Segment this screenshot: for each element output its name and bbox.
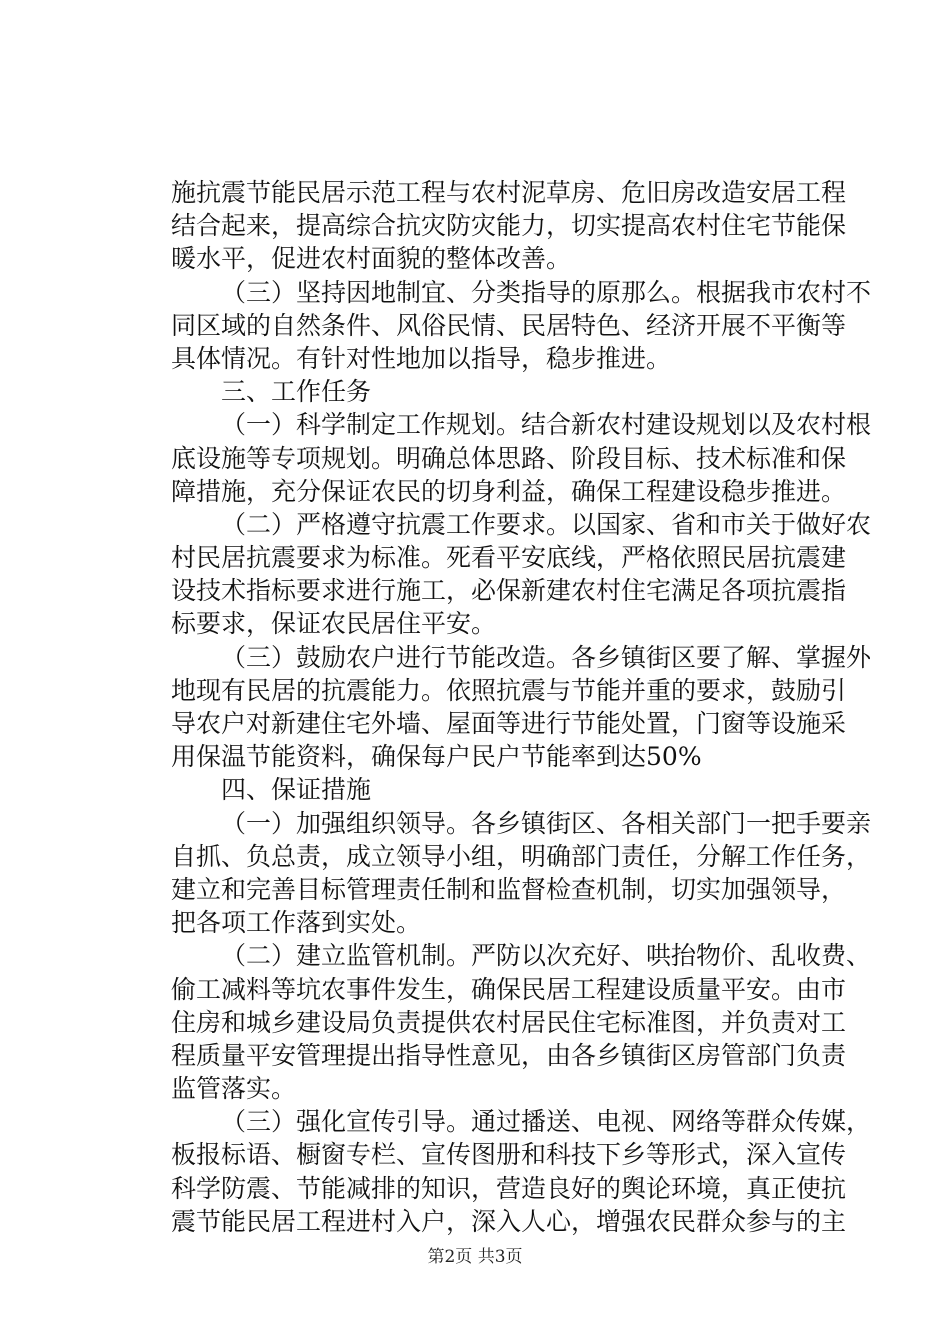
text-line: 底设施等专项规划。明确总体思路、阶段目标、技术标准和保 [171,443,847,473]
text-line: 施抗震节能民居示范工程与农村泥草房、危旧房改造安居工程 [171,178,847,207]
text-line: 震节能民居工程进村入户，深入人心，增强农民群众参与的主 [171,1206,847,1236]
text-line: （三）坚持因地制宜、分类指导的原那么。根据我市农村不 [221,277,872,307]
text-line: 自抓、负总责，成立领导小组，明确部门责任，分解工作任务， [171,841,872,871]
text-line: 偷工减料等坑农事件发生，确保民居工程建设质量平安。由市 [171,974,847,1004]
text-line: 标要求，保证农民居住平安。 [171,609,497,639]
text-line: 住房和城乡建设局负责提供农村居民住宅标准图，并负责对工 [171,1007,847,1037]
text-line: 四、保证措施 [221,775,372,805]
text-line: （三）鼓励农户进行节能改造。各乡镇街区要了解、掌握外 [221,642,872,672]
text-line: 科学防震、节能减排的知识，营造良好的舆论环境，真正使抗 [171,1173,847,1203]
document-body [171,176,872,1238]
text-line: （二）严格遵守抗震工作要求。以国家、省和市关于做好农 [221,509,872,539]
text-line: 导农户对新建住宅外墙、屋面等进行节能处置，门窗等设施采 [171,709,847,738]
page-number: 第2页 共3页 [427,1247,523,1267]
text-line: 障措施，充分保证农民的切身利益，确保工程建设稳步推进。 [171,476,847,506]
text-line: 板报标语、橱窗专栏、宣传图册和科技下乡等形式，深入宣传 [171,1140,847,1170]
text-line: 三、工作任务 [221,377,372,407]
text-line: （一）加强组织领导。各乡镇街区、各相关部门一把手要亲 [221,808,872,838]
text-line: 村民居抗震要求为标准。死看平安底线，严格依照民居抗震建 [171,543,847,573]
text-line: 设技术指标要求进行施工，必保新建农村住宅满足各项抗震指 [171,576,847,606]
text-line: 具体情况。有针对性地加以指导，稳步推进。 [171,343,672,373]
text-line: 地现有民居的抗震能力。依照抗震与节能并重的要求，鼓励引 [171,675,847,705]
text-line: 建立和完善目标管理责任制和监督检查机制，切实加强领导， [171,874,847,904]
text-line: 暖水平，促进农村面貌的整体改善。 [171,244,572,274]
text-line: （三）强化宣传引导。通过播送、电视、网络等群众传媒， [221,1107,872,1137]
text-line: 同区域的自然条件、风俗民情、民居特色、经济开展不平衡等 [171,310,847,340]
text-line: （二）建立监管机制。严防以次充好、哄抬物价、乱收费、 [221,941,872,971]
text-line: 把各项工作落到实处。 [171,908,422,938]
text-line: 监管落实。 [171,1074,297,1104]
text-line: 程质量平安管理提出指导性意见，由各乡镇街区房管部门负责 [171,1040,847,1070]
text-line: 用保温节能资料，确保每户民户节能率到达50% [171,742,702,772]
text-line: 结合起来，提高综合抗灾防灾能力，切实提高农村住宅节能保 [171,211,847,241]
text-line: （一）科学制定工作规划。结合新农村建设规划以及农村根 [221,410,872,440]
